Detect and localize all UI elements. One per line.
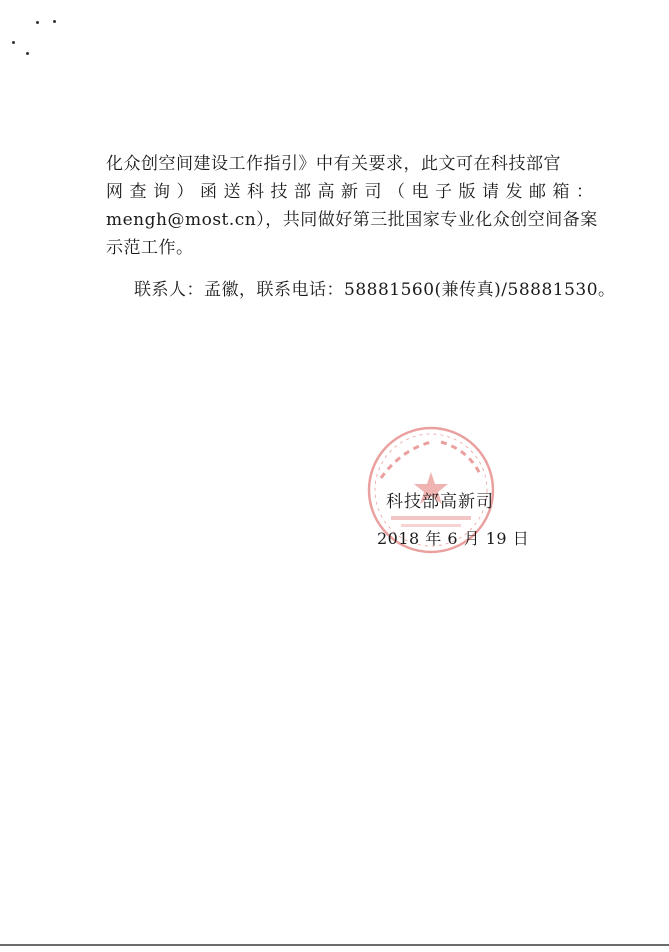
issuer-signature: 科技部高新司 (386, 492, 494, 512)
contact-line: 联系人：孟徽，联系电话：58881560(兼传真)/58881530。 (134, 280, 616, 300)
body-line-3: mengh@most.cn），共同做好第三批国家专业化众创空间备案 (106, 210, 598, 230)
issue-date: 2018 年 6 月 19 日 (377, 529, 530, 548)
body-line-2: 网查询）函送科技部高新司（电子版请发邮箱： (106, 182, 600, 202)
letter-body (106, 150, 616, 304)
page-bottom-border (0, 944, 669, 946)
body-line-1: 化众创空间建设工作指引》中有关要求，此文可在科技部官 (106, 154, 561, 174)
body-line-4: 示范工作。 (106, 238, 194, 258)
